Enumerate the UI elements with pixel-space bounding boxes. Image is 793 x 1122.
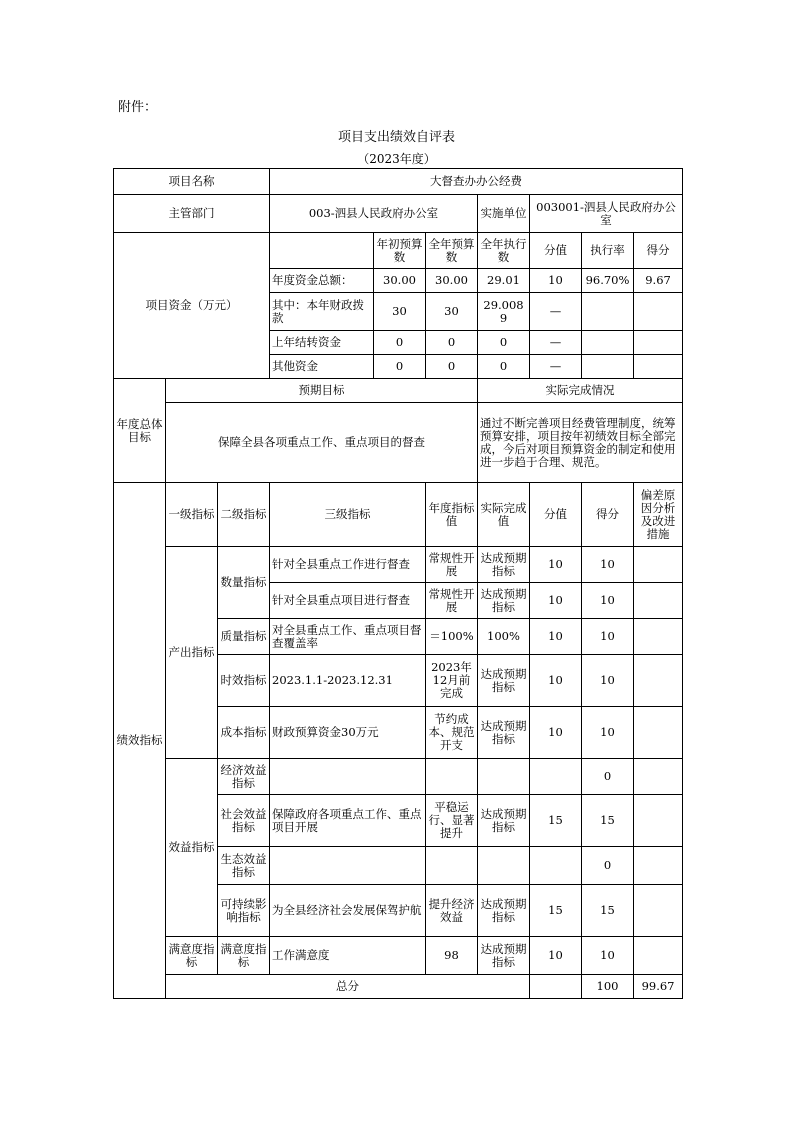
funds-rate (582, 293, 634, 331)
total-score: 99.67 (634, 975, 683, 999)
perf-header-reason: 偏差原因分析及改进措施 (634, 483, 683, 547)
perf-row (114, 759, 683, 795)
funds-label: 项目资金（万元） (114, 233, 270, 379)
perf-actual: 达成预期指标 (478, 707, 530, 759)
funds-initial: 0 (374, 355, 426, 379)
perf-actual: 达成预期指标 (478, 547, 530, 583)
funds-score-value: — (530, 355, 582, 379)
funds-header: 执行率 (582, 233, 634, 269)
perf-score: 10 (582, 583, 634, 619)
project-name-label: 项目名称 (114, 169, 270, 195)
perf-level3: 保障政府各项重点工作、重点项目开展 (270, 795, 426, 847)
funds-score (634, 355, 683, 379)
perf-score-value: 10 (530, 655, 582, 707)
perf-reason (634, 937, 683, 975)
funds-score-value: — (530, 293, 582, 331)
perf-score: 0 (582, 847, 634, 885)
total-score-value: 100 (582, 975, 634, 999)
perf-header-score: 得分 (582, 483, 634, 547)
perf-level2: 生态效益指标 (218, 847, 270, 885)
form-title: 项目支出绩效自评表 (337, 130, 455, 145)
perf-score-value (530, 759, 582, 795)
perf-target (426, 847, 478, 885)
benefit-indicator-label: 效益指标 (166, 759, 218, 937)
perf-score: 10 (582, 707, 634, 759)
total-row (114, 975, 683, 999)
perf-level2: 满意度指标 (218, 937, 270, 975)
project-name-row (114, 169, 683, 195)
funds-row-label: 其中：本年财政拨款 (270, 293, 374, 331)
funds-annual: 30 (426, 293, 478, 331)
perf-score-value: 10 (530, 583, 582, 619)
funds-row-label: 其他资金 (270, 355, 374, 379)
funds-score (634, 331, 683, 355)
perf-actual: 达成预期指标 (478, 795, 530, 847)
perf-score-value: 10 (530, 937, 582, 975)
funds-rate (582, 331, 634, 355)
funds-score-value: — (530, 331, 582, 355)
perf-label: 绩效指标 (114, 483, 166, 999)
funds-header: 年初预算数 (374, 233, 426, 269)
funds-rate (582, 355, 634, 379)
perf-row (114, 547, 683, 583)
perf-target: 98 (426, 937, 478, 975)
perf-target: 节约成本、规范开支 (426, 707, 478, 759)
impl-label: 实施单位 (478, 195, 530, 233)
perf-actual: 达成预期指标 (478, 583, 530, 619)
perf-reason (634, 759, 683, 795)
perf-level2: 时效指标 (218, 655, 270, 707)
perf-header-level3: 三级指标 (270, 483, 426, 547)
perf-header-target: 年度指标值 (426, 483, 478, 547)
attachment-label: 附件： (118, 100, 158, 115)
perf-target: 常规性开展 (426, 547, 478, 583)
goals-label: 年度总体目标 (114, 379, 166, 483)
perf-level2: 经济效益指标 (218, 759, 270, 795)
funds-executed: 0 (478, 355, 530, 379)
perf-level3: 为全县经济社会发展保驾护航 (270, 885, 426, 937)
funds-corner (270, 233, 374, 269)
perf-score: 0 (582, 759, 634, 795)
total-label: 总分 (166, 975, 530, 999)
funds-score (634, 293, 683, 331)
perf-score-value: 10 (530, 619, 582, 655)
perf-level3: 针对全县重点工作进行督查 (270, 547, 426, 583)
goals-header-row (114, 379, 683, 403)
perf-row (114, 937, 683, 975)
perf-reason (634, 885, 683, 937)
funds-annual: 30.00 (426, 269, 478, 293)
impl-value: 003001-泗县人民政府办公室 (530, 195, 683, 233)
funds-header: 分值 (530, 233, 582, 269)
funds-header-row (114, 233, 683, 269)
department-row (114, 195, 683, 233)
perf-level2: 质量指标 (218, 619, 270, 655)
funds-initial: 0 (374, 331, 426, 355)
funds-row-label: 年度资金总额： (270, 269, 374, 293)
funds-initial: 30 (374, 293, 426, 331)
funds-executed: 29.01 (478, 269, 530, 293)
output-indicator-label: 产出指标 (166, 547, 218, 759)
funds-score: 9.67 (634, 269, 683, 293)
perf-level2: 成本指标 (218, 707, 270, 759)
perf-score: 10 (582, 937, 634, 975)
perf-reason (634, 547, 683, 583)
perf-level3 (270, 847, 426, 885)
perf-header-level2: 二级指标 (218, 483, 270, 547)
perf-score-value: 15 (530, 885, 582, 937)
funds-executed: 0 (478, 331, 530, 355)
expected-goal-label: 预期目标 (166, 379, 478, 403)
perf-actual (478, 759, 530, 795)
evaluation-table (113, 168, 683, 999)
perf-reason (634, 655, 683, 707)
dept-label: 主管部门 (114, 195, 270, 233)
perf-actual: 达成预期指标 (478, 655, 530, 707)
satisfaction-indicator-label: 满意度指标 (166, 937, 218, 975)
perf-actual: 100% (478, 619, 530, 655)
perf-target: 2023年12月前完成 (426, 655, 478, 707)
perf-reason (634, 583, 683, 619)
funds-header: 全年预算数 (426, 233, 478, 269)
perf-score: 10 (582, 655, 634, 707)
goals-content-row (114, 403, 683, 483)
perf-header-row (114, 483, 683, 547)
perf-actual (478, 847, 530, 885)
perf-score: 10 (582, 547, 634, 583)
perf-header-score-value: 分值 (530, 483, 582, 547)
expected-goal: 保障全县各项重点工作、重点项目的督查 (166, 403, 478, 483)
perf-level3: 对全县重点工作、重点项目督查覆盖率 (270, 619, 426, 655)
total-actual (530, 975, 582, 999)
funds-rate: 96.70% (582, 269, 634, 293)
perf-level2: 数量指标 (218, 547, 270, 619)
perf-reason (634, 847, 683, 885)
project-name-value: 大督查办办公经费 (270, 169, 683, 195)
perf-level3: 针对全县重点项目进行督查 (270, 583, 426, 619)
perf-level3: 工作满意度 (270, 937, 426, 975)
perf-reason (634, 795, 683, 847)
funds-header: 全年执行数 (478, 233, 530, 269)
perf-reason (634, 619, 683, 655)
actual-status: 通过不断完善项目经费管理制度，统筹预算安排，项目按年初绩效目标全部完成，今后对项目预算资金的制定和使用进一步趋于合理、规范。 (478, 403, 683, 483)
perf-reason (634, 707, 683, 759)
perf-score-value: 15 (530, 795, 582, 847)
funds-initial: 30.00 (374, 269, 426, 293)
perf-level2: 可持续影响指标 (218, 885, 270, 937)
perf-target: 平稳运行、显著提升 (426, 795, 478, 847)
perf-score: 10 (582, 619, 634, 655)
funds-executed: 29.0089 (478, 293, 530, 331)
funds-row-label: 上年结转资金 (270, 331, 374, 355)
perf-header-actual: 实际完成值 (478, 483, 530, 547)
perf-score-value: 10 (530, 707, 582, 759)
funds-score-value: 10 (530, 269, 582, 293)
perf-level2: 社会效益指标 (218, 795, 270, 847)
perf-level3: 2023.1.1-2023.12.31 (270, 655, 426, 707)
perf-target: ＝100% (426, 619, 478, 655)
form-year: （2023年度） (357, 152, 436, 166)
funds-annual: 0 (426, 331, 478, 355)
dept-value: 003-泗县人民政府办公室 (270, 195, 478, 233)
perf-level3 (270, 759, 426, 795)
actual-status-label: 实际完成情况 (478, 379, 683, 403)
perf-target: 提升经济效益 (426, 885, 478, 937)
perf-score: 15 (582, 885, 634, 937)
perf-score: 15 (582, 795, 634, 847)
perf-score-value: 10 (530, 547, 582, 583)
perf-actual: 达成预期指标 (478, 885, 530, 937)
perf-level3: 财政预算资金30万元 (270, 707, 426, 759)
perf-target: 常规性开展 (426, 583, 478, 619)
perf-score-value (530, 847, 582, 885)
perf-target (426, 759, 478, 795)
perf-actual: 达成预期指标 (478, 937, 530, 975)
funds-annual: 0 (426, 355, 478, 379)
funds-header: 得分 (634, 233, 683, 269)
perf-header-level1: 一级指标 (166, 483, 218, 547)
